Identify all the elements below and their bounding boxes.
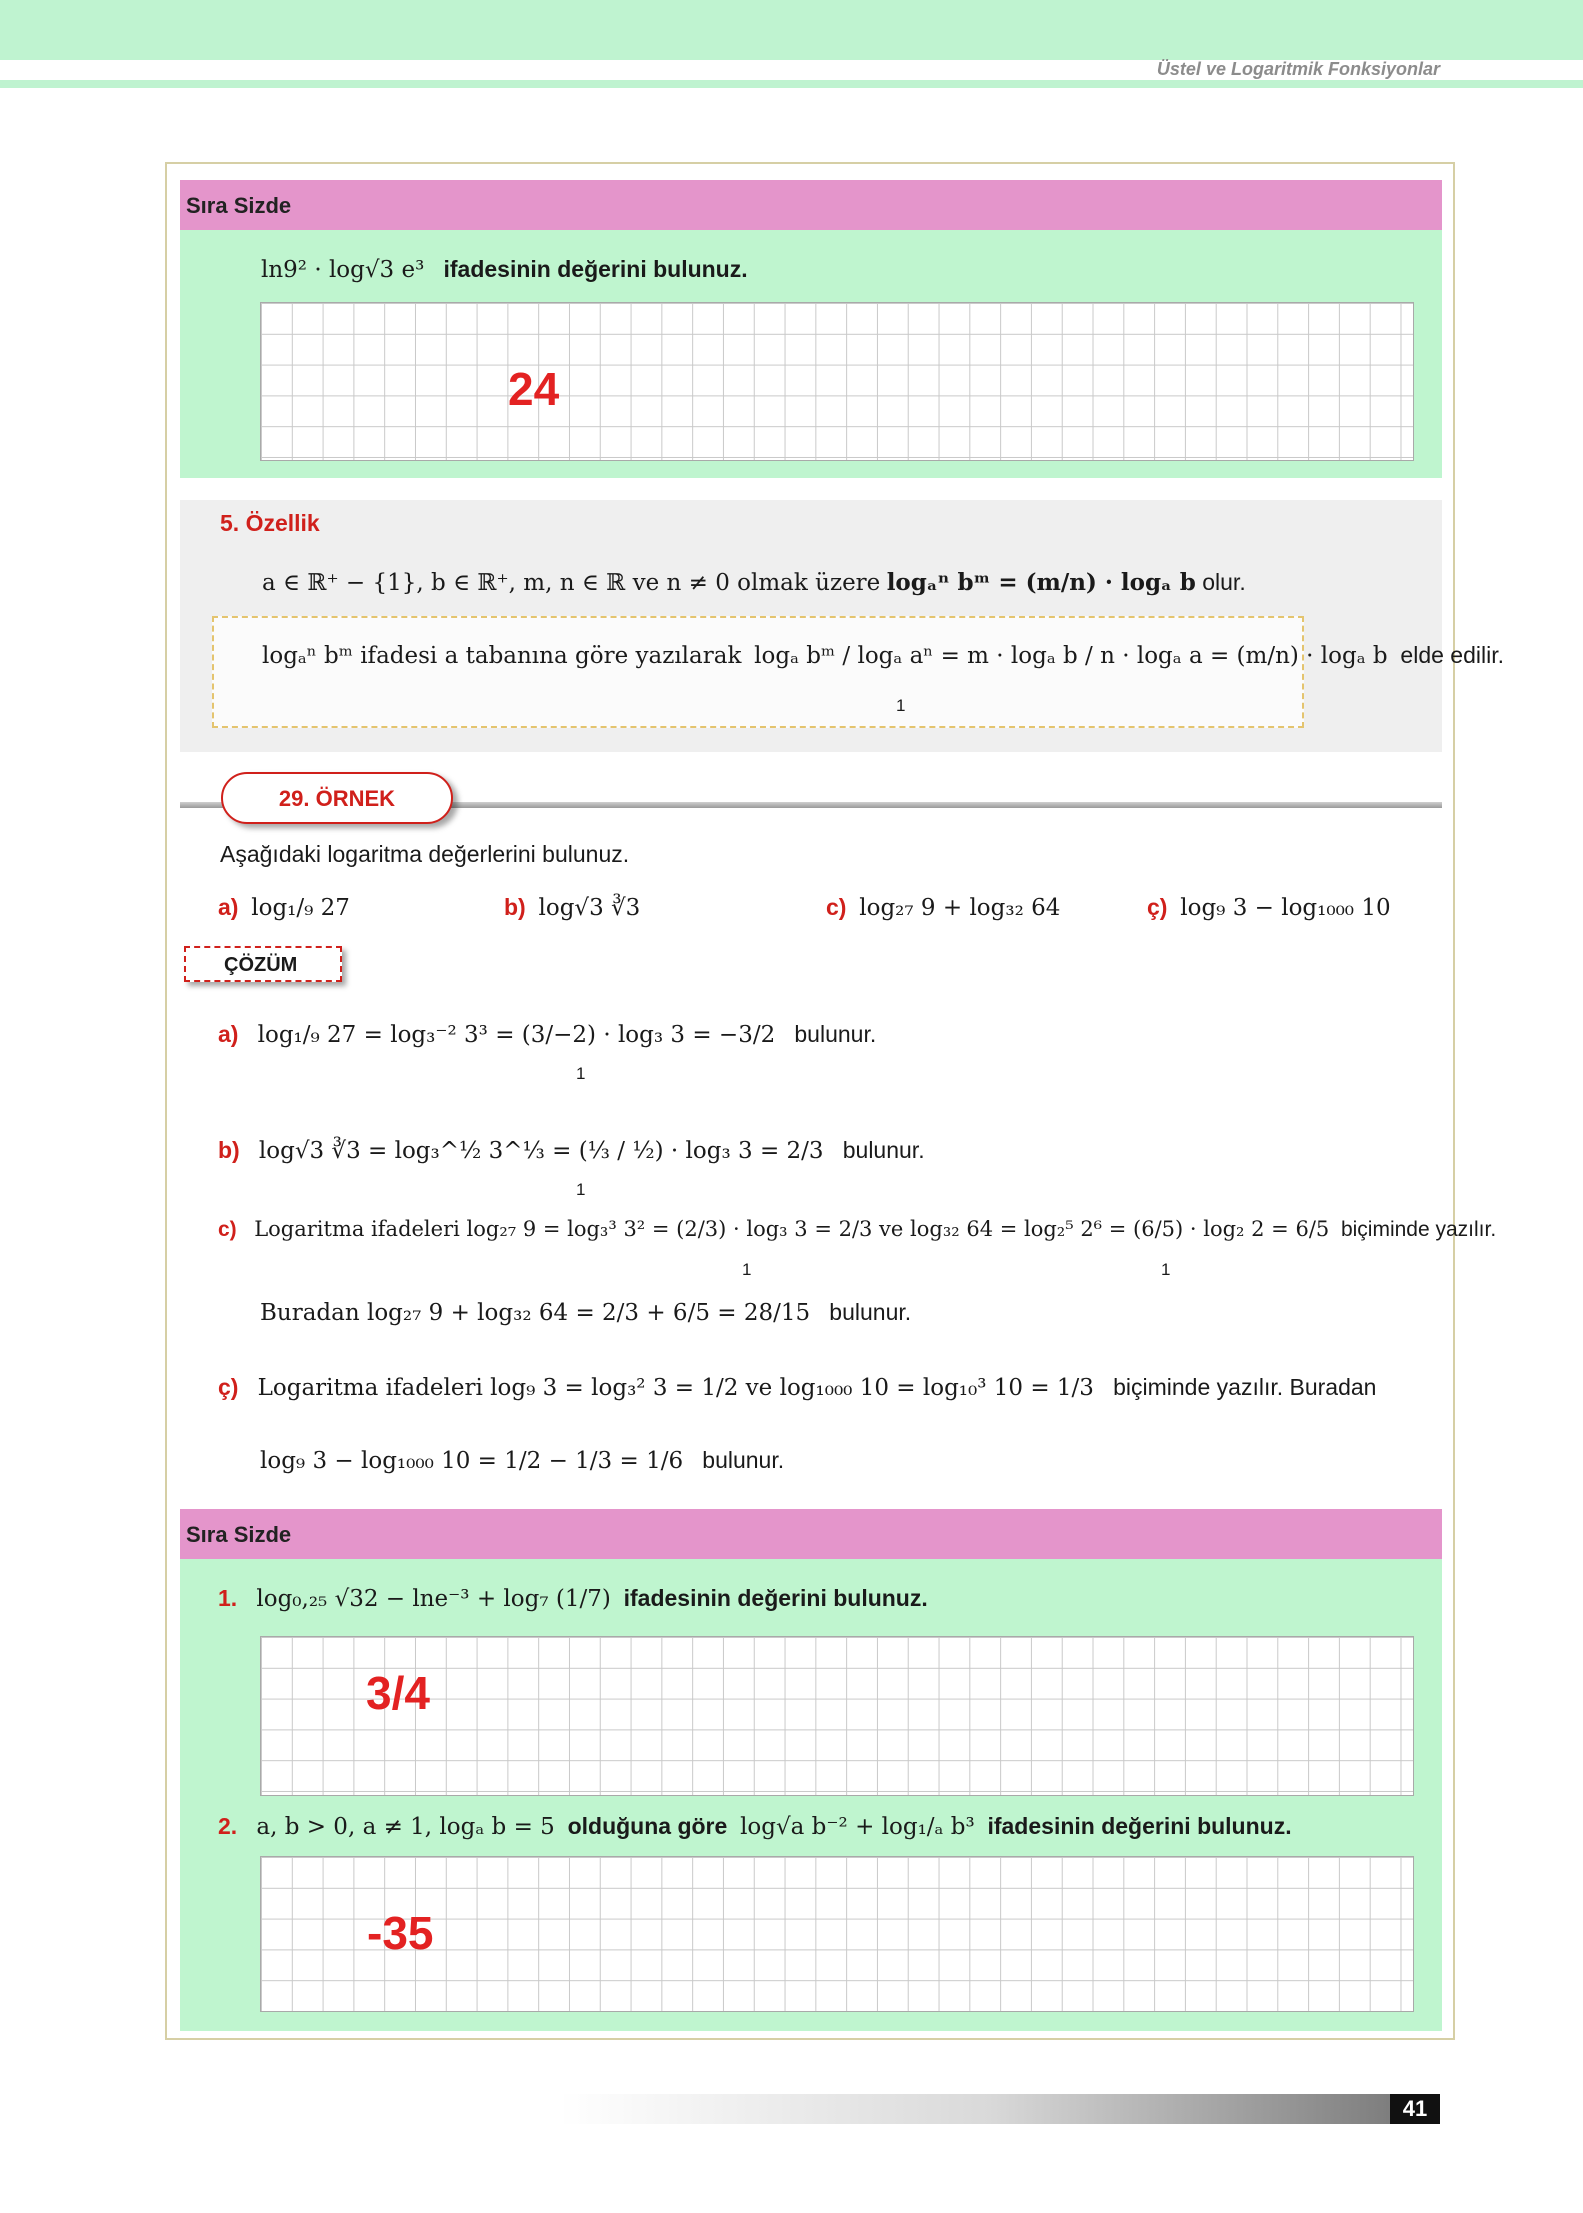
property-title: 5. Özellik <box>220 510 320 536</box>
question-condition: a, b > 0, a ≠ 1, logₐ b = 5 <box>256 1814 555 1840</box>
item-label: b) <box>504 894 526 920</box>
derivation-intro: logₐⁿ bᵐ ifadesi a tabanına göre yazılarak <box>262 643 742 669</box>
derivation-formula: logₐ bᵐ / logₐ aⁿ = m · logₐ b / n · logₐ a = (m/n) · logₐ b <box>754 643 1388 669</box>
property-olur: olur. <box>1202 569 1246 595</box>
sira-sizde-header <box>180 1509 1442 1559</box>
solution-end: bulunur. <box>702 1447 785 1473</box>
question-expression: log₀,₂₅ √32 − lne⁻³ + log₇ (1/7) <box>256 1586 611 1612</box>
item-expression: log₉ 3 − log₁₀₀₀ 10 <box>1180 895 1391 921</box>
property-conditions: a ∈ ℝ⁺ − {1}, b ∈ ℝ⁺, m, n ∈ ℝ ve n ≠ 0 olmak üzere <box>262 570 881 596</box>
solution-expression: log₁/₉ 27 = log₃⁻² 3³ = (3/−2) · log₃ 3 = −3/2 <box>257 1022 776 1048</box>
item-expression: log√3 ∛3 <box>538 895 641 921</box>
property-statement <box>262 568 1246 597</box>
handwritten-answer: 3/4 <box>366 1667 430 1719</box>
header-band <box>0 0 1583 60</box>
example-badge-label: 29. ÖRNEK <box>278 786 396 811</box>
solution-label: a) <box>218 1021 239 1047</box>
solution-c-line2 <box>260 1298 911 1327</box>
item-label: c) <box>826 894 847 920</box>
example-badge <box>221 772 453 824</box>
item-expression: log₁/₉ 27 <box>251 895 350 921</box>
brace-value: 1 <box>576 1064 586 1083</box>
solution-label: c) <box>218 1218 237 1241</box>
footer-gradient <box>560 2094 1420 2124</box>
solution-b <box>218 1136 925 1165</box>
solution-expression: Buradan log₂₇ 9 + log₃₂ 64 = 2/3 + 6/5 = 28/15 <box>260 1300 811 1326</box>
solution-expression: Logaritma ifadeleri log₂₇ 9 = log₃³ 3² = (2/3) · log₃ 3 = 2/3 ve log₃₂ 64 = log₂⁵ 2⁶ = (6/5) · log₂ 2 = 6/5 <box>254 1217 1330 1241</box>
brace-value: 1 <box>896 696 906 715</box>
example-item-c <box>826 893 1060 922</box>
example-item-cc <box>1147 893 1391 922</box>
solution-end: biçiminde yazılır. Buradan <box>1113 1374 1377 1400</box>
sira-sizde-title: Sıra Sizde <box>186 193 292 218</box>
solution-expression: log√3 ∛3 = log₃^½ 3^⅓ = (⅓ / ½) · log₃ 3 = 2/3 <box>258 1138 824 1164</box>
example-item-b <box>504 893 640 922</box>
solution-expression: log₉ 3 − log₁₀₀₀ 10 = 1/2 − 1/3 = 1/6 <box>260 1448 684 1474</box>
solution-end: biçiminde yazılır. <box>1340 1218 1497 1241</box>
solution-c-line1 <box>218 1215 1496 1244</box>
item-expression: log₂₇ 9 + log₃₂ 64 <box>859 895 1061 921</box>
solution-badge <box>184 946 342 982</box>
solution-label: ç) <box>218 1374 239 1400</box>
derivation-line <box>262 641 1504 670</box>
page-number: 41 <box>1390 2094 1440 2124</box>
question-text: ifadesinin değerini bulunuz. <box>623 1585 928 1611</box>
derivation-end: elde edilir. <box>1400 642 1504 668</box>
question-label: 1. <box>218 1585 238 1611</box>
solution-badge-label: ÇÖZÜM <box>224 954 298 976</box>
handwritten-answer: 24 <box>508 363 560 415</box>
item-label: ç) <box>1147 894 1168 920</box>
handwritten-answer: -35 <box>367 1907 434 1959</box>
solution-cc-line1 <box>218 1373 1376 1402</box>
solution-label: b) <box>218 1137 240 1163</box>
question-mid: olduğuna göre <box>567 1813 728 1839</box>
example-item-a <box>218 893 350 922</box>
running-header: Üstel ve Logaritmik Fonksiyonlar <box>1156 59 1440 79</box>
sira-sizde-header <box>180 180 1442 230</box>
question-text: ifadesinin değerini bulunuz. <box>443 256 748 282</box>
brace-value: 1 <box>742 1260 752 1279</box>
answer-grid[interactable] <box>260 302 1414 461</box>
question-label: 2. <box>218 1813 238 1839</box>
solution-a <box>218 1020 876 1049</box>
sira-sizde-title: Sıra Sizde <box>186 1522 292 1547</box>
item-label: a) <box>218 894 239 920</box>
derivation-box <box>212 616 1304 728</box>
brace-value: 1 <box>576 1180 586 1199</box>
header-rule <box>0 80 1583 88</box>
solution-end: bulunur. <box>842 1137 925 1163</box>
question-1 <box>218 1584 928 1613</box>
question-expression: ln9² · log√3 e³ <box>261 257 425 283</box>
solution-end: bulunur. <box>829 1299 912 1325</box>
example-prompt: Aşağıdaki logaritma değerlerini bulunuz. <box>220 841 630 867</box>
solution-cc-line2 <box>260 1446 784 1475</box>
question-2 <box>218 1812 1292 1841</box>
solution-end: bulunur. <box>794 1021 877 1047</box>
solution-expression: Logaritma ifadeleri log₉ 3 = log₃² 3 = 1/2 ve log₁₀₀₀ 10 = log₁₀³ 10 = 1/3 <box>257 1375 1094 1401</box>
answer-grid[interactable] <box>260 1636 1414 1796</box>
question-text: ifadesinin değerini bulunuz. <box>987 1813 1292 1839</box>
question-expression: log√a b⁻² + log₁/ₐ b³ <box>740 1814 975 1840</box>
brace-value: 1 <box>1161 1260 1171 1279</box>
question <box>261 255 748 284</box>
property-formula: logₐⁿ bᵐ = (m/n) · logₐ b <box>886 569 1196 596</box>
